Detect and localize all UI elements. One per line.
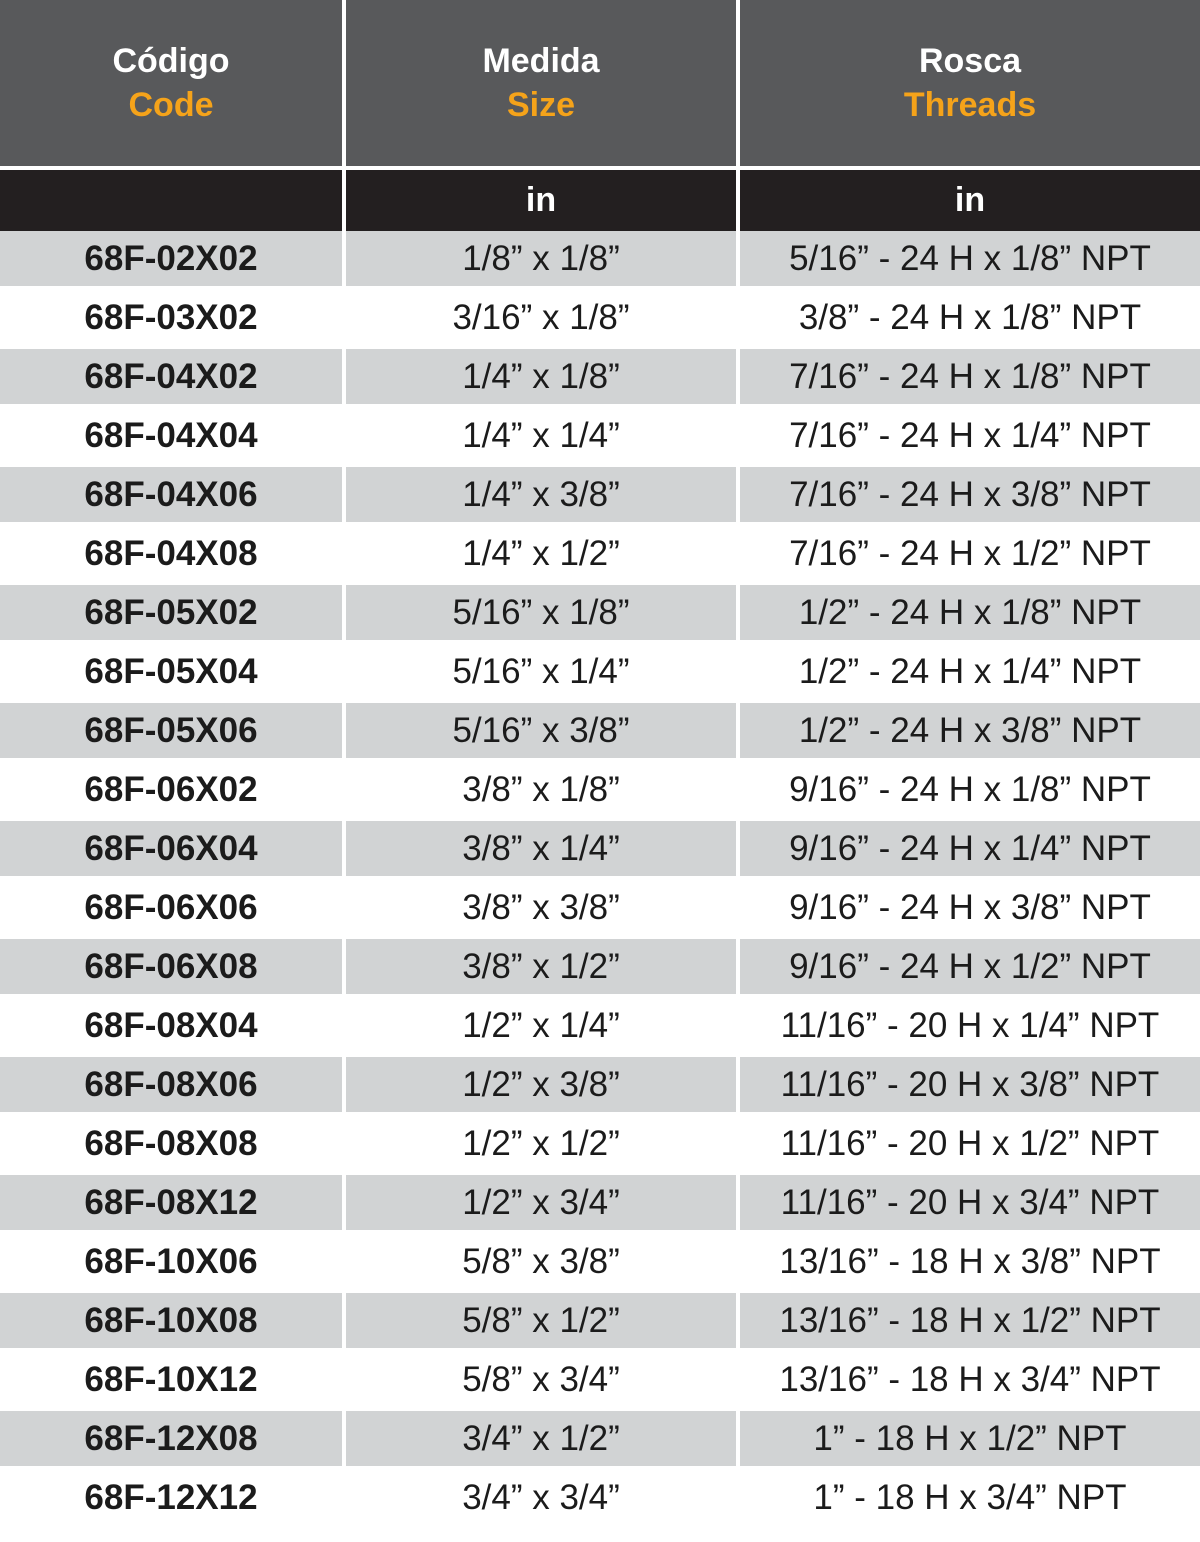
cell-code: 68F-04X06 <box>0 467 342 522</box>
table-row <box>0 939 1200 994</box>
cell-size: 1/2” x 3/4” <box>342 1175 736 1230</box>
cell-code: 68F-06X04 <box>0 821 342 876</box>
cell-size: 1/2” x 1/2” <box>342 1116 736 1171</box>
cell-threads: 1” - 18 H x 1/2” NPT <box>736 1411 1200 1466</box>
header-size-es: Medida <box>482 42 600 80</box>
table-body <box>0 231 1200 1525</box>
cell-threads: 11/16” - 20 H x 1/4” NPT <box>736 998 1200 1053</box>
cell-code: 68F-06X08 <box>0 939 342 994</box>
table-row <box>0 585 1200 640</box>
table-row <box>0 349 1200 404</box>
cell-threads: 9/16” - 24 H x 1/2” NPT <box>736 939 1200 994</box>
table-row <box>0 290 1200 345</box>
cell-size: 1/4” x 1/8” <box>342 349 736 404</box>
table-row <box>0 1470 1200 1525</box>
cell-threads: 7/16” - 24 H x 3/8” NPT <box>736 467 1200 522</box>
table-header <box>0 0 1200 166</box>
header-threads-en: Threads <box>903 86 1037 124</box>
cell-code: 68F-05X06 <box>0 703 342 758</box>
table-row <box>0 467 1200 522</box>
header-size-en: Size <box>506 86 576 124</box>
units-size: in <box>342 170 736 231</box>
cell-threads: 11/16” - 20 H x 3/8” NPT <box>736 1057 1200 1112</box>
cell-size: 3/4” x 1/2” <box>342 1411 736 1466</box>
table-row <box>0 526 1200 581</box>
cell-threads: 13/16” - 18 H x 3/4” NPT <box>736 1352 1200 1407</box>
cell-threads: 9/16” - 24 H x 1/4” NPT <box>736 821 1200 876</box>
header-threads <box>736 0 1200 166</box>
cell-size: 5/8” x 3/4” <box>342 1352 736 1407</box>
cell-code: 68F-10X08 <box>0 1293 342 1348</box>
cell-size: 5/16” x 3/8” <box>342 703 736 758</box>
cell-code: 68F-05X04 <box>0 644 342 699</box>
table-row <box>0 762 1200 817</box>
cell-size: 5/16” x 1/8” <box>342 585 736 640</box>
cell-threads: 3/8” - 24 H x 1/8” NPT <box>736 290 1200 345</box>
cell-threads: 9/16” - 24 H x 3/8” NPT <box>736 880 1200 935</box>
cell-threads: 1/2” - 24 H x 1/8” NPT <box>736 585 1200 640</box>
cell-threads: 1” - 18 H x 3/4” NPT <box>736 1470 1200 1525</box>
table-row <box>0 1293 1200 1348</box>
cell-size: 5/8” x 3/8” <box>342 1234 736 1289</box>
cell-threads: 7/16” - 24 H x 1/8” NPT <box>736 349 1200 404</box>
cell-size: 3/16” x 1/8” <box>342 290 736 345</box>
cell-threads: 13/16” - 18 H x 1/2” NPT <box>736 1293 1200 1348</box>
table-row <box>0 880 1200 935</box>
units-code <box>0 170 342 231</box>
cell-code: 68F-08X06 <box>0 1057 342 1112</box>
header-threads-es: Rosca <box>918 42 1022 80</box>
cell-code: 68F-04X04 <box>0 408 342 463</box>
cell-threads: 1/2” - 24 H x 1/4” NPT <box>736 644 1200 699</box>
units-row <box>0 170 1200 231</box>
cell-size: 3/8” x 1/4” <box>342 821 736 876</box>
cell-threads: 11/16” - 20 H x 1/2” NPT <box>736 1116 1200 1171</box>
header-code <box>0 0 342 166</box>
cell-size: 3/8” x 1/2” <box>342 939 736 994</box>
cell-code: 68F-10X06 <box>0 1234 342 1289</box>
table-row <box>0 703 1200 758</box>
cell-threads: 7/16” - 24 H x 1/2” NPT <box>736 526 1200 581</box>
cell-threads: 7/16” - 24 H x 1/4” NPT <box>736 408 1200 463</box>
cell-size: 3/4” x 3/4” <box>342 1470 736 1525</box>
cell-threads: 1/2” - 24 H x 3/8” NPT <box>736 703 1200 758</box>
units-threads: in <box>736 170 1200 231</box>
cell-code: 68F-06X02 <box>0 762 342 817</box>
cell-size: 1/2” x 3/8” <box>342 1057 736 1112</box>
table-row <box>0 1116 1200 1171</box>
cell-size: 1/4” x 1/2” <box>342 526 736 581</box>
cell-code: 68F-04X08 <box>0 526 342 581</box>
cell-size: 5/8” x 1/2” <box>342 1293 736 1348</box>
table-row <box>0 1234 1200 1289</box>
table-row <box>0 408 1200 463</box>
cell-code: 68F-12X12 <box>0 1470 342 1525</box>
table-row <box>0 821 1200 876</box>
table-row <box>0 644 1200 699</box>
cell-threads: 9/16” - 24 H x 1/8” NPT <box>736 762 1200 817</box>
cell-size: 1/4” x 1/4” <box>342 408 736 463</box>
cell-code: 68F-05X02 <box>0 585 342 640</box>
header-code-en: Code <box>128 86 214 124</box>
table-row <box>0 998 1200 1053</box>
cell-threads: 11/16” - 20 H x 3/4” NPT <box>736 1175 1200 1230</box>
table-row <box>0 1411 1200 1466</box>
cell-code: 68F-02X02 <box>0 231 342 286</box>
cell-code: 68F-08X12 <box>0 1175 342 1230</box>
cell-size: 5/16” x 1/4” <box>342 644 736 699</box>
cell-code: 68F-04X02 <box>0 349 342 404</box>
cell-code: 68F-08X08 <box>0 1116 342 1171</box>
cell-threads: 13/16” - 18 H x 3/8” NPT <box>736 1234 1200 1289</box>
cell-size: 3/8” x 1/8” <box>342 762 736 817</box>
cell-code: 68F-08X04 <box>0 998 342 1053</box>
cell-code: 68F-12X08 <box>0 1411 342 1466</box>
table-row <box>0 1057 1200 1112</box>
header-code-es: Código <box>112 42 230 80</box>
cell-size: 1/2” x 1/4” <box>342 998 736 1053</box>
cell-size: 3/8” x 3/8” <box>342 880 736 935</box>
cell-code: 68F-03X02 <box>0 290 342 345</box>
cell-code: 68F-10X12 <box>0 1352 342 1407</box>
cell-size: 1/8” x 1/8” <box>342 231 736 286</box>
cell-code: 68F-06X06 <box>0 880 342 935</box>
cell-size: 1/4” x 3/8” <box>342 467 736 522</box>
table-row <box>0 1352 1200 1407</box>
table-row <box>0 231 1200 286</box>
header-size <box>342 0 736 166</box>
cell-threads: 5/16” - 24 H x 1/8” NPT <box>736 231 1200 286</box>
table-row <box>0 1175 1200 1230</box>
